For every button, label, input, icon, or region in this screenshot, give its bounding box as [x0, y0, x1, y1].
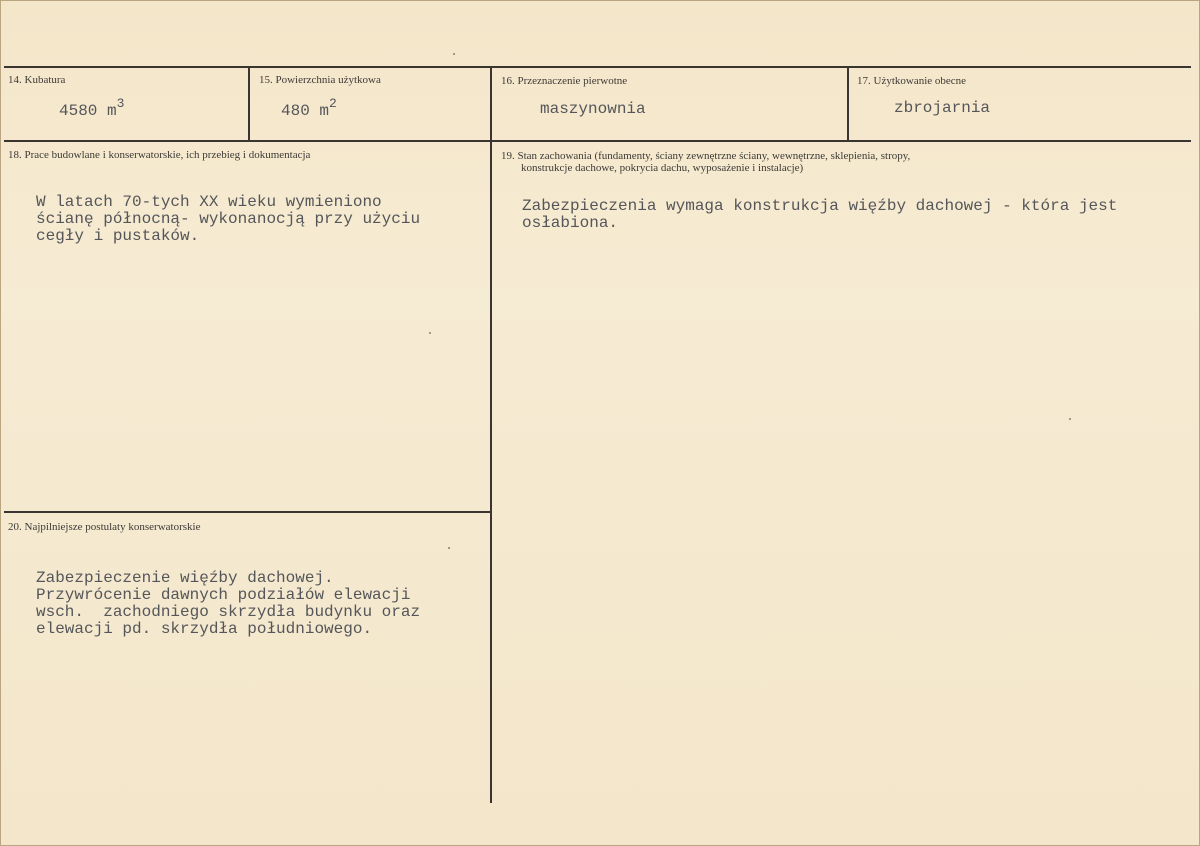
top-rule [4, 66, 1191, 68]
field-18-label: 18. Prace budowlane i konserwatorskie, ich przebieg i dokumentacja [8, 149, 311, 161]
field-14-value [59, 96, 125, 120]
field-20-line-1: Zabezpieczenie więźby dachowej. [36, 569, 334, 587]
field-18-line-1: W latach 70-tych XX wieku wymieniono [36, 193, 382, 211]
field-19-label-line-1: 19. Stan zachowania (fundamenty, ściany zewnętrzne ściany, wewnętrzne, sklepienia, stropy, [501, 150, 911, 162]
field-16-value: maszynownia [540, 100, 646, 118]
field-18-line-2: ścianę północną- wykonanocją przy użyciu [36, 210, 421, 228]
field-19-line-1: Zabezpieczenia wymaga konstrukcja więźby dachowej - która jest [522, 197, 1118, 215]
section20-top-rule [4, 511, 491, 513]
row1-bottom-rule [4, 140, 1191, 142]
field-19-label-line-2: konstrukcje dachowe, pokrycia dachu, wyposażenie i instalacje) [521, 162, 804, 174]
paper-speck [429, 332, 431, 334]
field-17-value: zbrojarnia [894, 99, 991, 117]
field-20-label: 20. Najpilniejsze postulaty konserwatorskie [8, 521, 201, 533]
field-15-exponent: 2 [329, 96, 337, 111]
field-15-label: 15. Powierzchnia użytkowa [259, 74, 381, 86]
col-divider-2 [490, 67, 492, 803]
field-20-line-4: elewacji pd. skrzydła południowego. [36, 620, 373, 638]
field-18-line-3: cegły i pustaków. [36, 227, 200, 245]
col-divider-3 [847, 67, 849, 141]
field-20-line-3: wsch. zachodniego skrzydła budynku oraz [36, 603, 421, 621]
field-20-line-2: Przywrócenie dawnych podziałów elewacji [36, 586, 411, 604]
paper-speck [448, 547, 450, 549]
col-divider-1 [248, 67, 250, 141]
field-15-value [281, 96, 337, 120]
field-14-exponent: 3 [116, 96, 125, 111]
field-15-number: 480 m [281, 102, 330, 120]
field-16-label: 16. Przeznaczenie pierwotne [501, 75, 628, 87]
field-14-label: 14. Kubatura [8, 74, 66, 86]
field-19-line-2: osłabiona. [522, 214, 619, 232]
field-17-label: 17. Użytkowanie obecne [857, 75, 967, 87]
field-14-number: 4580 m [59, 102, 117, 120]
paper-speck [453, 53, 455, 55]
paper-speck [1069, 418, 1071, 420]
